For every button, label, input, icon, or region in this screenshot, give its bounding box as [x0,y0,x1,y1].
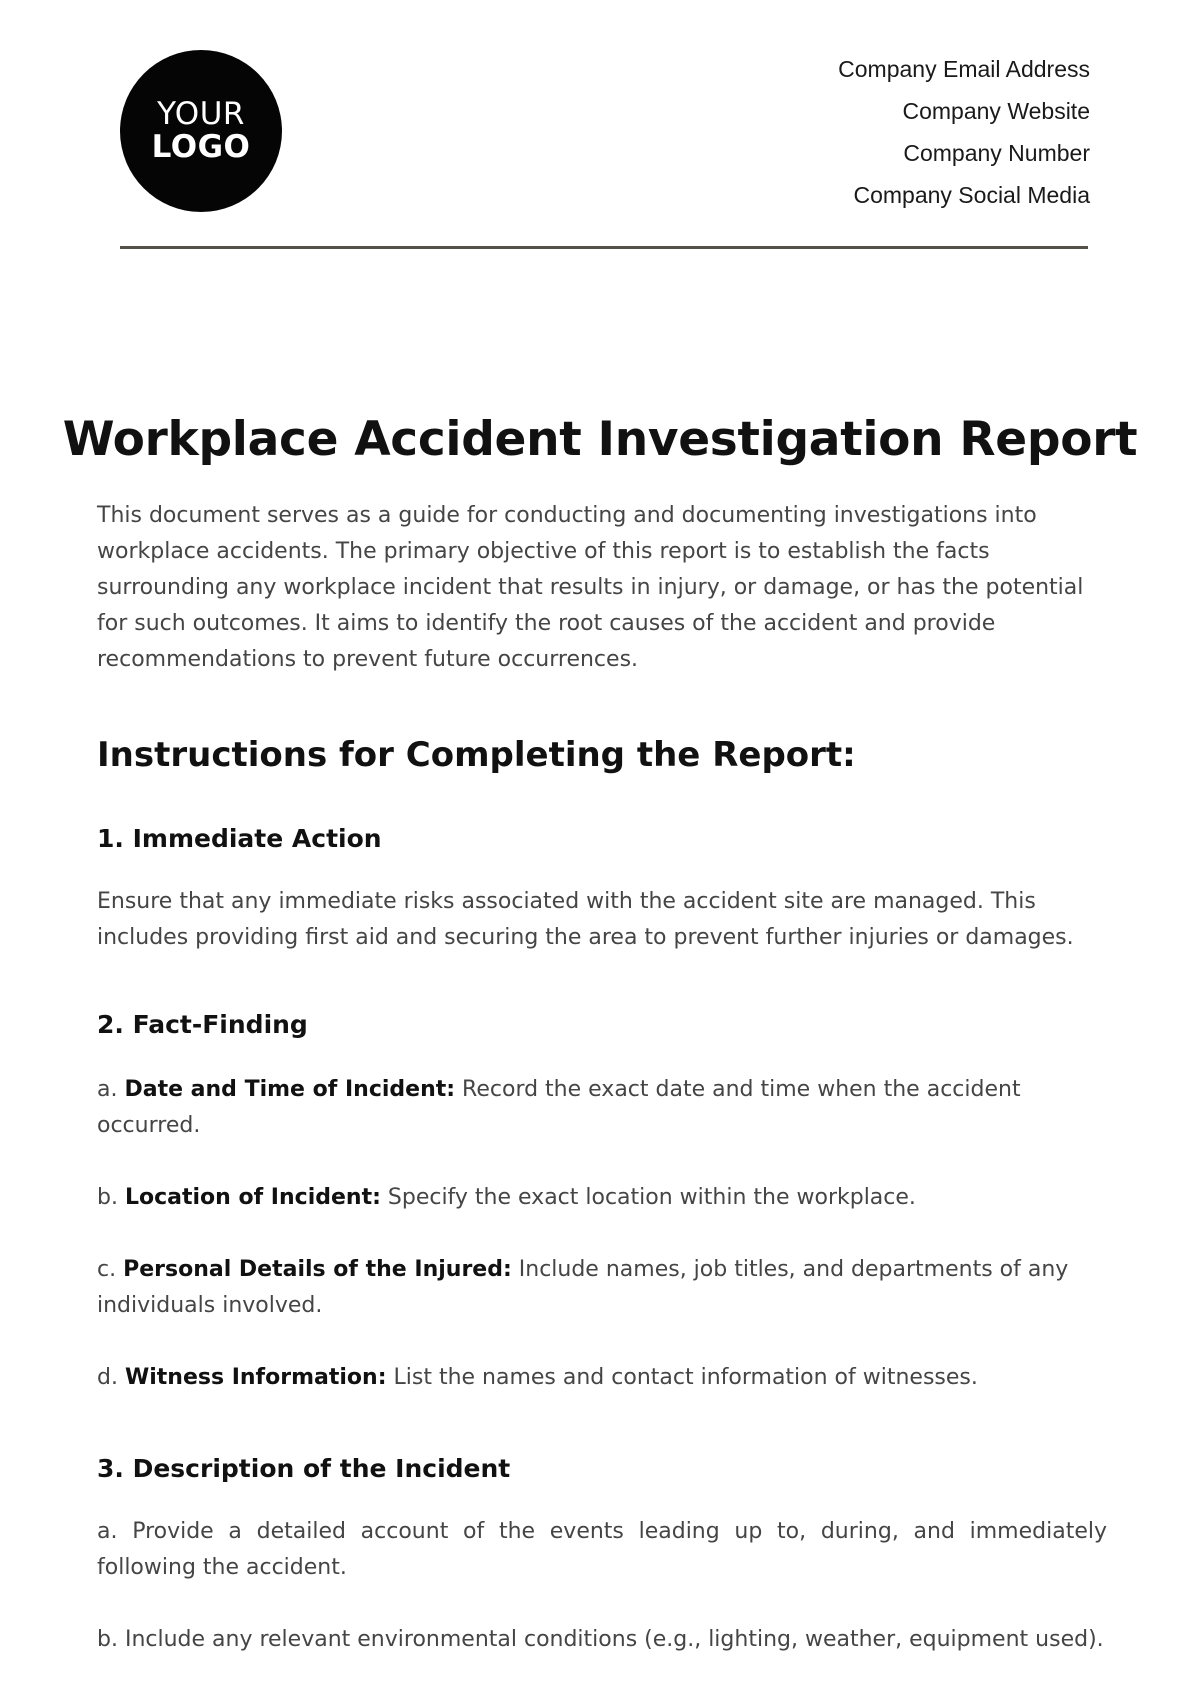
description-item-a: a. Provide a detailed account of the events leading up to, during, and immediately following the accident. [97,1519,1107,1580]
item-prefix: a. [97,1077,125,1102]
document-title: Workplace Accident Investigation Report [62,412,1138,467]
fact-item-location [97,1180,1107,1216]
company-website: Company Website [902,98,1090,124]
item-text: List the names and contact information of witnesses. [386,1365,978,1390]
header-divider [120,246,1088,249]
logo-text-line1: YOUR [157,96,245,133]
item-label: Personal Details of the Injured: [123,1257,512,1282]
section-heading-description: 3. Description of the Incident [97,1454,511,1483]
company-contact-block [838,52,1090,220]
company-email: Company Email Address [838,56,1090,82]
item-label: Witness Information: [124,1365,387,1390]
logo-text-line2: LOGO [151,129,251,165]
item-label: Date and Time of Incident: [124,1077,456,1102]
description-item-b: b. Include any relevant environmental conditions (e.g., lighting, weather, equipment used). [97,1627,1104,1652]
item-text: Record the exact date and time when the accident occurred. [97,1077,1021,1138]
fact-item-witness-info [97,1360,1107,1396]
item-label: Location of Incident: [124,1185,381,1210]
section-heading-fact-finding: 2. Fact-Finding [97,1010,308,1039]
company-social-media: Company Social Media [853,182,1090,208]
instructions-heading: Instructions for Completing the Report: [97,735,856,775]
item-text: Include names, job titles, and departments of any individuals involved. [97,1257,1069,1318]
item-prefix: c. [97,1257,124,1282]
company-number: Company Number [903,140,1090,166]
section-heading-immediate-action: 1. Immediate Action [97,824,382,853]
item-prefix: d. [97,1365,125,1390]
company-logo [120,50,282,212]
intro-paragraph: This document serves as a guide for conducting and documenting investigations into workplace accidents. The primary objective of this report is to establish the facts surrounding any workplace incident that results in injury, or damage, or has the potential for such outcomes. It aims to identify the root causes of the accident and provide recommendations to prevent future occurrences. [97,503,1084,672]
item-text: Specify the exact location within the workplace. [380,1185,916,1210]
immediate-action-text: Ensure that any immediate risks associated with the accident site are managed. This includes providing first aid and securing the area to prevent further injuries or damages. [97,889,1074,950]
fact-item-date-time [97,1072,1107,1144]
fact-item-personal-details [97,1252,1107,1324]
item-prefix: b. [97,1185,125,1210]
